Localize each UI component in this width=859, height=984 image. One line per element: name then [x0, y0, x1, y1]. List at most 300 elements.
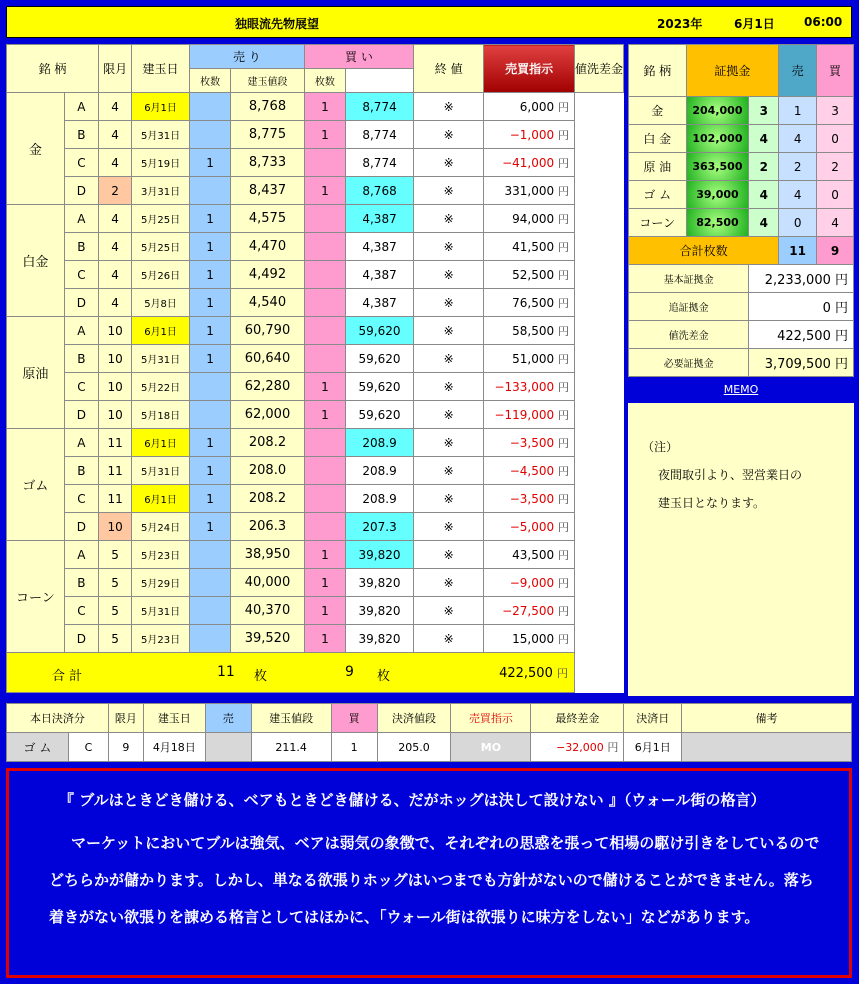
row-date: 5月31日 [132, 121, 190, 149]
row-close: 208.9 [346, 457, 414, 485]
row-close: 8,774 [346, 149, 414, 177]
row-diff: −41,000 円 [484, 149, 575, 177]
signal-button[interactable]: 売買指示 [484, 45, 575, 93]
settle-sprice: 205.0 [377, 733, 451, 762]
row-price: 8,775 [231, 121, 305, 149]
row-gen: 10 [99, 401, 132, 429]
row-signal: ※ [414, 597, 484, 625]
row-close: 8,768 [346, 177, 414, 205]
settle-header-gen: 限月 [108, 704, 143, 733]
settle-price: 211.4 [251, 733, 331, 762]
quote-panel [6, 768, 852, 978]
row-gen: 4 [99, 121, 132, 149]
commodity-name: コーン [7, 541, 65, 653]
row-tag: D [64, 289, 98, 317]
row-close: 8,774 [346, 93, 414, 121]
row-tag: D [64, 401, 98, 429]
row-sell-qty [189, 93, 230, 121]
row-gen: 10 [99, 513, 132, 541]
row-gen: 4 [99, 261, 132, 289]
margin-row [629, 209, 854, 237]
table-row [7, 205, 624, 233]
summary-label: 値洗差金 [629, 321, 749, 349]
row-sell-qty [189, 177, 230, 205]
title-bar [6, 6, 852, 38]
row-price: 8,733 [231, 149, 305, 177]
row-date: 3月31日 [132, 177, 190, 205]
row-buy-qty: 1 [304, 93, 345, 121]
row-tag: A [64, 93, 98, 121]
table-row [7, 401, 624, 429]
summary-value: 0 円 [749, 293, 854, 321]
row-price: 4,540 [231, 289, 305, 317]
row-signal: ※ [414, 261, 484, 289]
settle-header-signal: 売買指示 [451, 704, 531, 733]
settle-header-price: 建玉値段 [251, 704, 331, 733]
row-signal: ※ [414, 345, 484, 373]
commodity-name: ゴム [7, 429, 65, 541]
row-tag: C [64, 485, 98, 513]
row-tag: D [64, 513, 98, 541]
row-sell-qty: 1 [189, 345, 230, 373]
row-price: 208.0 [231, 457, 305, 485]
settle-header-note: 備考 [682, 704, 852, 733]
margin-header-margin: 証拠金 [686, 45, 779, 97]
row-price: 208.2 [231, 429, 305, 457]
row-date: 5月29日 [132, 569, 190, 597]
row-tag: C [64, 261, 98, 289]
row-date: 5月31日 [132, 345, 190, 373]
row-signal: ※ [414, 373, 484, 401]
settle-name: ゴ ム [7, 733, 69, 762]
row-buy-qty: 1 [304, 177, 345, 205]
row-diff: 51,000 円 [484, 345, 575, 373]
margin-value: 102,000 [686, 125, 749, 153]
table-row [7, 597, 624, 625]
col-header-buy-qty: 枚数 [304, 69, 345, 93]
margin-sell: 1 [779, 97, 817, 125]
table-row [7, 485, 624, 513]
settle-header-sdate: 決済日 [624, 704, 682, 733]
row-gen: 10 [99, 345, 132, 373]
row-gen: 2 [99, 177, 132, 205]
row-buy-qty [304, 345, 345, 373]
settle-note [682, 733, 852, 762]
row-gen: 5 [99, 597, 132, 625]
margin-name: コーン [629, 209, 687, 237]
table-row [7, 373, 624, 401]
row-sell-qty: 1 [189, 485, 230, 513]
row-sell-qty [189, 625, 230, 653]
summary-row [629, 265, 854, 293]
margin-row [629, 153, 854, 181]
row-buy-qty: 1 [304, 373, 345, 401]
table-row [7, 121, 624, 149]
total-sell-unit: 枚 [254, 669, 268, 684]
row-sell-qty: 1 [189, 289, 230, 317]
row-sell-qty [189, 121, 230, 149]
margin-count-row [629, 237, 854, 265]
row-price: 39,520 [231, 625, 305, 653]
settle-header-label: 本日決済分 [7, 704, 109, 733]
row-signal: ※ [414, 289, 484, 317]
memo-panel [628, 403, 854, 696]
row-diff: 331,000 円 [484, 177, 575, 205]
row-close: 4,387 [346, 261, 414, 289]
row-signal: ※ [414, 429, 484, 457]
row-price: 62,000 [231, 401, 305, 429]
row-sell-qty [189, 541, 230, 569]
row-tag: B [64, 233, 98, 261]
row-buy-qty [304, 317, 345, 345]
row-buy-qty: 1 [304, 121, 345, 149]
margin-count: 2 [749, 153, 779, 181]
row-gen: 4 [99, 233, 132, 261]
col-header-price: 建玉値段 [231, 69, 305, 93]
col-header-buy: 買 い [304, 45, 413, 69]
summary-row [629, 349, 854, 377]
row-buy-qty: 1 [304, 625, 345, 653]
col-header-close: 終 値 [414, 45, 484, 93]
margin-name: ゴ ム [629, 181, 687, 209]
row-buy-qty [304, 289, 345, 317]
row-signal: ※ [414, 625, 484, 653]
memo-link[interactable]: MEMO [628, 379, 854, 401]
table-row [7, 289, 624, 317]
settle-signal: MO [451, 733, 531, 762]
settle-sdate: 6月1日 [624, 733, 682, 762]
row-diff: 58,500 円 [484, 317, 575, 345]
summary-value: 2,233,000 円 [749, 265, 854, 293]
margin-name: 金 [629, 97, 687, 125]
row-gen: 5 [99, 541, 132, 569]
row-sell-qty: 1 [189, 149, 230, 177]
margin-buy: 4 [817, 209, 854, 237]
settle-tag: C [68, 733, 108, 762]
row-tag: C [64, 149, 98, 177]
margin-buy: 0 [817, 181, 854, 209]
summary-label: 必要証拠金 [629, 349, 749, 377]
row-diff: −1,000 円 [484, 121, 575, 149]
summary-label: 追証拠金 [629, 293, 749, 321]
row-date: 6月1日 [132, 93, 190, 121]
row-diff: 52,500 円 [484, 261, 575, 289]
row-diff: −3,500 円 [484, 429, 575, 457]
col-header-diff: 値洗差金 [574, 45, 623, 93]
row-sell-qty: 1 [189, 317, 230, 345]
row-price: 4,575 [231, 205, 305, 233]
margin-name: 白 金 [629, 125, 687, 153]
commodity-name: 白金 [7, 205, 65, 317]
commodity-name: 原油 [7, 317, 65, 429]
row-buy-qty: 1 [304, 569, 345, 597]
row-tag: B [64, 457, 98, 485]
table-row [7, 233, 624, 261]
commodity-name: 金 [7, 93, 65, 205]
row-close: 39,820 [346, 541, 414, 569]
row-gen: 4 [99, 149, 132, 177]
row-diff: 94,000 円 [484, 205, 575, 233]
settle-header-final: 最終差金 [531, 704, 624, 733]
total-row [7, 653, 575, 693]
row-close: 39,820 [346, 625, 414, 653]
row-diff: −4,500 円 [484, 457, 575, 485]
row-gen: 5 [99, 569, 132, 597]
settle-buy: 1 [331, 733, 377, 762]
row-date: 6月1日 [132, 429, 190, 457]
margin-sell: 0 [779, 209, 817, 237]
row-price: 4,470 [231, 233, 305, 261]
row-diff: −9,000 円 [484, 569, 575, 597]
table-row [7, 93, 624, 121]
row-diff: −27,500 円 [484, 597, 575, 625]
row-signal: ※ [414, 93, 484, 121]
margin-value: 204,000 [686, 97, 749, 125]
row-tag: D [64, 625, 98, 653]
row-price: 60,640 [231, 345, 305, 373]
row-sell-qty: 1 [189, 513, 230, 541]
row-date: 5月24日 [132, 513, 190, 541]
row-gen: 10 [99, 373, 132, 401]
row-sell-qty: 1 [189, 457, 230, 485]
row-tag: C [64, 373, 98, 401]
row-close: 4,387 [346, 205, 414, 233]
row-close: 208.9 [346, 429, 414, 457]
row-buy-qty [304, 205, 345, 233]
total-sell: 11 [217, 664, 235, 680]
row-price: 40,000 [231, 569, 305, 597]
col-header-name: 銘 柄 [7, 45, 99, 93]
margin-row [629, 125, 854, 153]
row-diff: 15,000 円 [484, 625, 575, 653]
row-sell-qty: 1 [189, 233, 230, 261]
row-tag: D [64, 177, 98, 205]
row-date: 5月31日 [132, 597, 190, 625]
row-price: 62,280 [231, 373, 305, 401]
row-tag: A [64, 205, 98, 233]
total-buy: 9 [345, 664, 354, 680]
row-close: 4,387 [346, 233, 414, 261]
header-year: 2023年 [657, 17, 703, 31]
row-close: 39,820 [346, 569, 414, 597]
row-buy-qty [304, 261, 345, 289]
quote-body: マーケットにおいてブルは強気、ベアは弱気の象徴で、それぞれの思惑を張って相場の駆け引きをしているのでどちらかが儲かります。しかし、単なる欲張りホッグはいつまでも方針がないので儲けることができません。落ち着きがない欲張りを諌める格言としてはほかに、「ウォール街は欲張りに味方をしない」などがあります。 [49, 834, 820, 926]
row-diff: 6,000 円 [484, 93, 575, 121]
row-date: 5月22日 [132, 373, 190, 401]
table-row [7, 317, 624, 345]
row-date: 5月23日 [132, 625, 190, 653]
row-close: 59,620 [346, 401, 414, 429]
margin-count: 3 [749, 97, 779, 125]
table-row [7, 569, 624, 597]
total-buy-unit: 枚 [377, 669, 391, 684]
row-date: 5月25日 [132, 205, 190, 233]
col-header-date: 建玉日 [132, 45, 190, 93]
row-gen: 4 [99, 93, 132, 121]
count-label: 合計枚数 [629, 237, 779, 265]
margin-table [628, 44, 854, 377]
row-close: 59,620 [346, 345, 414, 373]
row-sell-qty [189, 401, 230, 429]
quote-title: 『 ブルはときどき儲ける、ベアもときどき儲ける、だがホッグは決して設けない 』（ウォール街の格言） [59, 791, 766, 809]
row-signal: ※ [414, 317, 484, 345]
row-close: 39,820 [346, 597, 414, 625]
table-row [7, 541, 624, 569]
row-gen: 11 [99, 457, 132, 485]
table-row [7, 149, 624, 177]
row-gen: 11 [99, 485, 132, 513]
row-date: 5月19日 [132, 149, 190, 177]
row-diff: 76,500 円 [484, 289, 575, 317]
row-buy-qty [304, 513, 345, 541]
row-buy-qty: 1 [304, 541, 345, 569]
positions-table [6, 44, 624, 693]
row-signal: ※ [414, 485, 484, 513]
table-row [7, 513, 624, 541]
row-price: 8,437 [231, 177, 305, 205]
margin-count: 4 [749, 181, 779, 209]
row-signal: ※ [414, 457, 484, 485]
row-signal: ※ [414, 401, 484, 429]
row-diff: −133,000 円 [484, 373, 575, 401]
row-buy-qty [304, 485, 345, 513]
settle-header-sprice: 決済値段 [377, 704, 451, 733]
summary-row [629, 293, 854, 321]
row-sell-qty [189, 373, 230, 401]
settle-header-sell: 売 [205, 704, 251, 733]
total-diff: 422,500 円 [499, 666, 568, 681]
row-gen: 11 [99, 429, 132, 457]
margin-sell: 4 [779, 125, 817, 153]
row-date: 5月8日 [132, 289, 190, 317]
table-row [7, 177, 624, 205]
count-sell: 11 [779, 237, 817, 265]
row-sell-qty: 1 [189, 429, 230, 457]
margin-header-name: 銘 柄 [629, 45, 687, 97]
row-signal: ※ [414, 513, 484, 541]
row-date: 5月18日 [132, 401, 190, 429]
row-date: 6月1日 [132, 485, 190, 513]
row-signal: ※ [414, 569, 484, 597]
col-header-sell-qty: 枚数 [189, 69, 230, 93]
total-label: 合 計 [52, 669, 83, 684]
row-diff: −3,500 円 [484, 485, 575, 513]
table-row [7, 625, 624, 653]
margin-buy: 2 [817, 153, 854, 181]
row-close: 208.9 [346, 485, 414, 513]
table-row [7, 457, 624, 485]
row-price: 8,768 [231, 93, 305, 121]
margin-buy: 3 [817, 97, 854, 125]
settle-header-buy: 買 [331, 704, 377, 733]
settlement-table [6, 703, 852, 762]
margin-header-buy: 買 [817, 45, 854, 97]
table-row [7, 261, 624, 289]
row-diff: −5,000 円 [484, 513, 575, 541]
row-price: 208.2 [231, 485, 305, 513]
row-date: 6月1日 [132, 317, 190, 345]
margin-header-sell: 売 [779, 45, 817, 97]
row-tag: A [64, 429, 98, 457]
settle-final: −32,000 円 [531, 733, 624, 762]
settle-sell [205, 733, 251, 762]
row-price: 40,370 [231, 597, 305, 625]
row-tag: C [64, 597, 98, 625]
margin-sell: 2 [779, 153, 817, 181]
margin-count: 4 [749, 209, 779, 237]
row-diff: −119,000 円 [484, 401, 575, 429]
memo-line-2: 建玉日となります。 [658, 496, 766, 510]
row-gen: 4 [99, 205, 132, 233]
row-tag: B [64, 345, 98, 373]
settle-date: 4月18日 [143, 733, 205, 762]
summary-label: 基本証拠金 [629, 265, 749, 293]
row-gen: 4 [99, 289, 132, 317]
margin-value: 39,000 [686, 181, 749, 209]
row-diff: 43,500 円 [484, 541, 575, 569]
row-tag: A [64, 317, 98, 345]
margin-value: 82,500 [686, 209, 749, 237]
row-buy-qty [304, 457, 345, 485]
col-header-sell: 売 り [189, 45, 304, 69]
settle-gen: 9 [108, 733, 143, 762]
row-signal: ※ [414, 177, 484, 205]
margin-sell: 4 [779, 181, 817, 209]
row-tag: A [64, 541, 98, 569]
summary-value: 3,709,500 円 [749, 349, 854, 377]
table-row [7, 345, 624, 373]
row-date: 5月25日 [132, 233, 190, 261]
row-signal: ※ [414, 205, 484, 233]
row-close: 207.3 [346, 513, 414, 541]
row-signal: ※ [414, 149, 484, 177]
header-time: 06:00 [804, 15, 843, 29]
row-sell-qty: 1 [189, 205, 230, 233]
row-sell-qty: 1 [189, 261, 230, 289]
row-close: 59,620 [346, 317, 414, 345]
row-sell-qty [189, 569, 230, 597]
settle-header-date: 建玉日 [143, 704, 205, 733]
margin-count: 4 [749, 125, 779, 153]
summary-row [629, 321, 854, 349]
row-gen: 10 [99, 317, 132, 345]
col-header-gen: 限月 [99, 45, 132, 93]
table-row [7, 429, 624, 457]
row-signal: ※ [414, 541, 484, 569]
row-sell-qty [189, 597, 230, 625]
row-date: 5月26日 [132, 261, 190, 289]
header-date: 6月1日 [734, 17, 775, 31]
row-date: 5月23日 [132, 541, 190, 569]
row-signal: ※ [414, 233, 484, 261]
row-close: 4,387 [346, 289, 414, 317]
row-diff: 41,500 円 [484, 233, 575, 261]
row-price: 60,790 [231, 317, 305, 345]
row-price: 206.3 [231, 513, 305, 541]
row-date: 5月31日 [132, 457, 190, 485]
row-price: 4,492 [231, 261, 305, 289]
row-tag: B [64, 569, 98, 597]
row-gen: 5 [99, 625, 132, 653]
margin-buy: 0 [817, 125, 854, 153]
row-close: 8,774 [346, 121, 414, 149]
row-close: 59,620 [346, 373, 414, 401]
margin-value: 363,500 [686, 153, 749, 181]
margin-name: 原 油 [629, 153, 687, 181]
row-price: 38,950 [231, 541, 305, 569]
count-buy: 9 [817, 237, 854, 265]
summary-value: 422,500 円 [749, 321, 854, 349]
